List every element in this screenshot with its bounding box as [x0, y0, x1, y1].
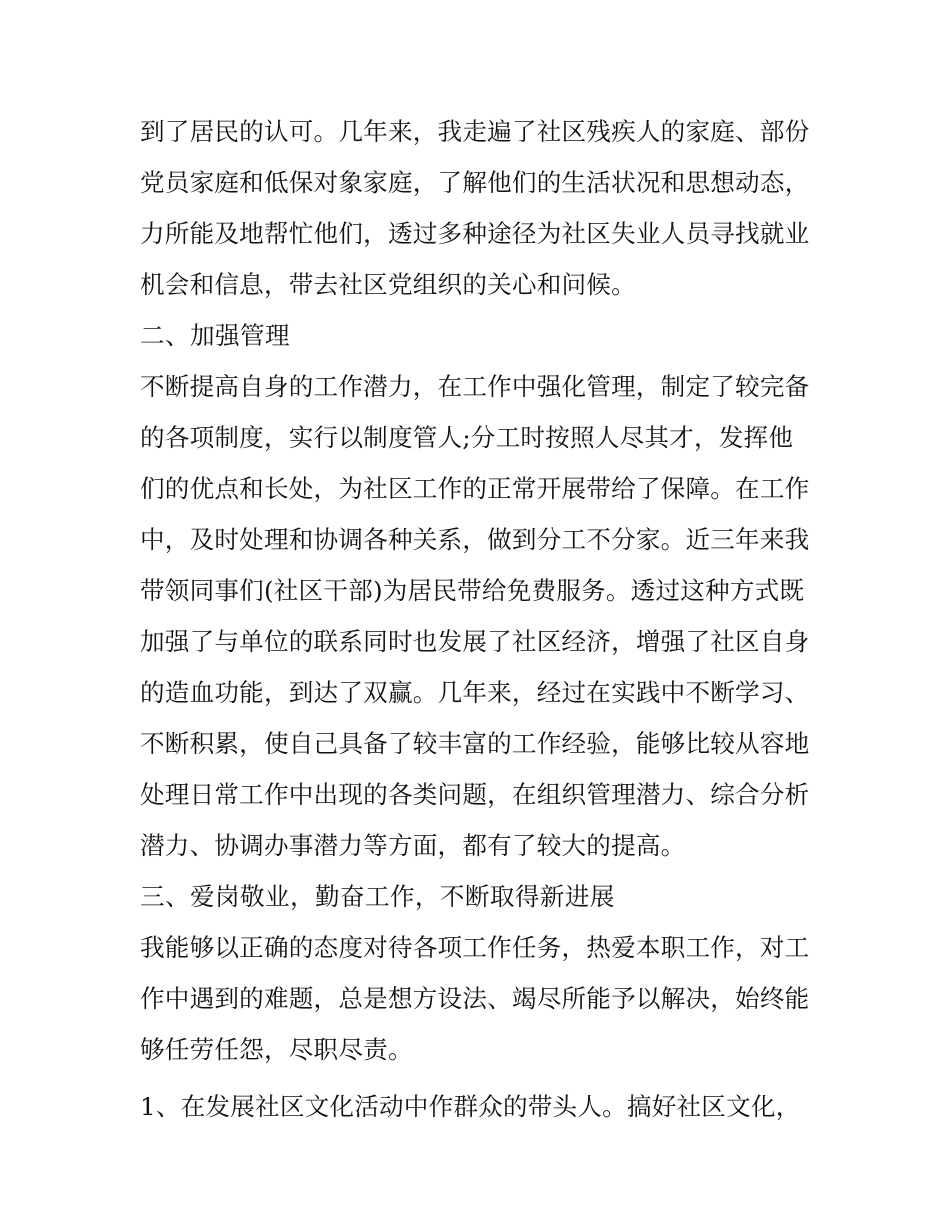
paragraph-line: 处理日常工作中出现的各类问题，在组织管理潜力、综合分析 [140, 780, 810, 809]
paragraph-line: 到了居民的认可。几年来，我走遍了社区残疾人的家庭、部份 [140, 117, 810, 146]
paragraph-line: 不断提高自身的工作潜力，在工作中强化管理，制定了较完备 [140, 372, 810, 401]
paragraph-line: 的各项制度，实行以制度管人;分工时按照人尽其才，发挥他 [140, 423, 794, 452]
paragraph-line: 的造血功能，到达了双赢。几年来，经过在实践中不断学习、 [140, 678, 810, 707]
numbered-item-line: 1、在发展社区文化活动中作群众的带头人。搞好社区文化， [140, 1092, 801, 1121]
document-body [140, 106, 820, 1132]
section-heading: 二、加强管理 [140, 321, 290, 350]
paragraph-line: 带领同事们(社区干部)为居民带给免费服务。透过这种方式既 [140, 576, 805, 605]
paragraph-line: 加强了与单位的联系同时也发展了社区经济，增强了社区自身 [140, 627, 810, 656]
section-heading: 三、爱岗敬业，勤奋工作，不断取得新进展 [140, 882, 615, 911]
paragraph-line: 中，及时处理和协调各种关系，做到分工不分家。近三年来我 [140, 525, 810, 554]
paragraph-line: 力所能及地帮忙他们，透过多种途径为社区失业人员寻找就业 [140, 219, 810, 248]
paragraph-line: 作中遇到的难题，总是想方设法、竭尽所能予以解决，始终能 [140, 984, 810, 1013]
paragraph-line: 潜力、协调办事潜力等方面，都有了较大的提高。 [140, 831, 686, 860]
paragraph-line: 们的优点和长处，为社区工作的正常开展带给了保障。在工作 [140, 474, 810, 503]
paragraph-line: 机会和信息，带去社区党组织的关心和问候。 [140, 270, 636, 299]
paragraph-line: 党员家庭和低保对象家庭，了解他们的生活状况和思想动态， [140, 168, 810, 197]
paragraph-line: 不断积累，使自己具备了较丰富的工作经验，能够比较从容地 [140, 729, 810, 758]
paragraph-line: 够任劳任怨，尽职尽责。 [140, 1035, 413, 1064]
paragraph-line: 我能够以正确的态度对待各项工作任务，热爱本职工作，对工 [140, 933, 810, 962]
